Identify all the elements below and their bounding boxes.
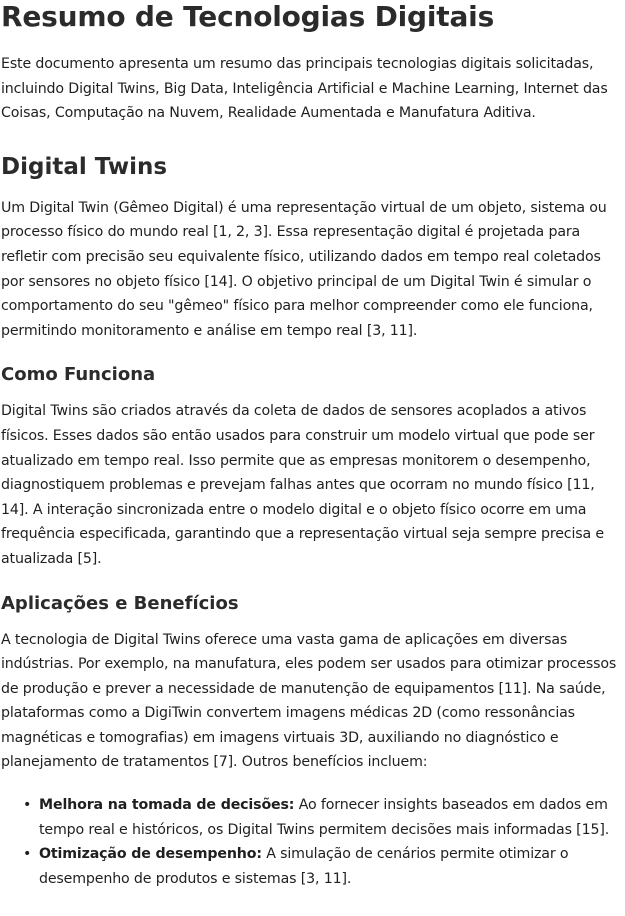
heading-digital-twins: Digital Twins — [1, 153, 168, 180]
aplicacoes-paragraph: A tecnologia de Digital Twins oferece uma vasta gama de aplicações em diversas indústrias. Por exemplo, na manufatura, eles podem ser usados para otimizar processos de produção e prever a necessidade de manutenção de equipamentos [11]. Na saúde, plataformas como a DigiTwin convertem imagens médicas 2D (como ressonâncias magnéticas e tomografias) em imagens virtuais 3D, auxiliando no diagnóstico e planejamento de tratamentos [7]. Outros benefícios incluem: — [1, 631, 617, 771]
benefit-text: A simulação de cenários permite otimizar o desempenho de produtos e sistemas [3, 11]. — [39, 846, 569, 887]
benefit-label: Melhora na tomada de decisões: — [39, 797, 295, 814]
benefit-text: Ao fornecer insights baseados em dados em tempo real e históricos, os Digital Twins permitem decisões mais informadas [15]. — [39, 797, 610, 838]
benefits-list — [1, 793, 625, 891]
digital-twins-paragraph: Um Digital Twin (Gêmeo Digital) é uma representação virtual de um objeto, sistema ou processo físico do mundo real [1, 2, 3]. Essa representação digital é projetada para refletir com precisão seu equivalente físico, utilizando dados em tempo real coletados por sensores no objeto físico [14]. O objetivo principal de um Digital Twin é simular o comportamento do seu "gêmeo" físico para melhor compreender como ele funciona, permitindo monitoramento e análise em tempo real [3, 11]. — [1, 199, 607, 339]
heading-como-funciona: Como Funciona — [1, 364, 156, 386]
benefit-label: Otimização de desempenho: — [39, 846, 262, 863]
document-title: Resumo de Tecnologias Digitais — [1, 0, 495, 33]
bullet-icon: • — [23, 797, 32, 814]
list-item — [19, 793, 625, 842]
heading-aplicacoes: Aplicações e Benefícios — [1, 592, 239, 614]
bullet-icon: • — [23, 846, 32, 863]
como-funciona-paragraph: Digital Twins são criados através da coleta de dados de sensores acoplados a ativos físicos. Esses dados são então usados para construir um modelo virtual que pode ser atualizado em tempo real. Isso permite que as empresas monitorem o desempenho, diagnostiquem problemas e prevejam falhas antes que ocorram no mundo físico [11, 14]. A interação sincronizada entre o modelo digital e o objeto físico ocorre em uma frequência especificada, garantindo que a representação virtual seja sempre precisa e atualizada [5]. — [1, 403, 604, 567]
intro-paragraph: Este documento apresenta um resumo das principais tecnologias digitais solicitadas, incluindo Digital Twins, Big Data, Inteligência Artificial e Machine Learning, Internet das Coisas, Computação na Nuvem, Realidade Aumentada e Manufatura Aditiva. — [1, 56, 608, 122]
list-item — [19, 842, 625, 891]
